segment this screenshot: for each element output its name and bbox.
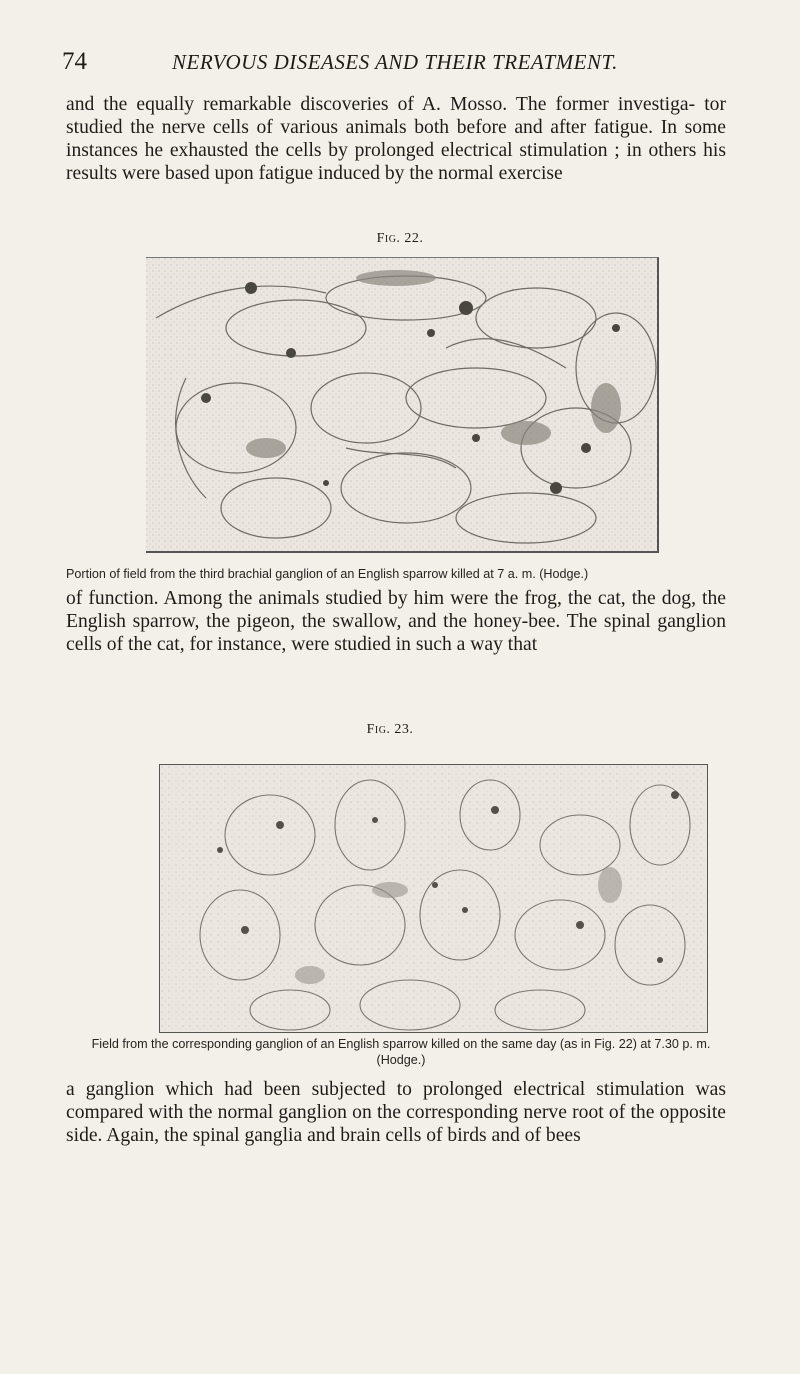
figure-23-label: Fig. 23. <box>366 722 414 737</box>
paragraph-1: and the equally remarkable discoveries of A. Mosso. The former investiga- tor studied the nerve cells of various animals both before and after fatigue. In some instances he exhausted the cells by prolonged electrical stimulation ; in others his results were based upon fatigue induced by the normal exercise <box>66 94 726 184</box>
figure-22-label: Fig. 22. <box>376 231 424 246</box>
figure-23-micrograph <box>159 764 708 1033</box>
page-number: 74 <box>62 48 87 75</box>
figure-22-caption: Portion of field from the third brachial ganglion of an English sparrow killed at 7 a. m. (Hodge.) <box>66 567 589 581</box>
figure-23-caption: Field from the corresponding ganglion of an English sparrow killed on the same day (as in Fig. 22) at 7.30 p. m. (Hodge.) <box>91 1037 711 1067</box>
figure-22-illustration <box>146 258 657 551</box>
running-head: NERVOUS DISEASES AND THEIR TREATMENT. <box>172 50 618 74</box>
paragraph-3: a ganglion which had been subjected to prolonged electrical stimulation was compared with the normal ganglion on the corresponding nerve root of the opposite side. Again, the spinal ganglia and brain cells of birds and of bees <box>66 1079 726 1146</box>
figure-23-illustration <box>160 765 707 1032</box>
paragraph-2: of function. Among the animals studied by him were the frog, the cat, the dog, the English sparrow, the pigeon, the swallow, and the honey-bee. The spinal ganglion cells of the cat, for instance, were studied in such a way that <box>66 588 726 655</box>
figure-22-micrograph <box>146 257 659 553</box>
page-header <box>62 48 732 78</box>
